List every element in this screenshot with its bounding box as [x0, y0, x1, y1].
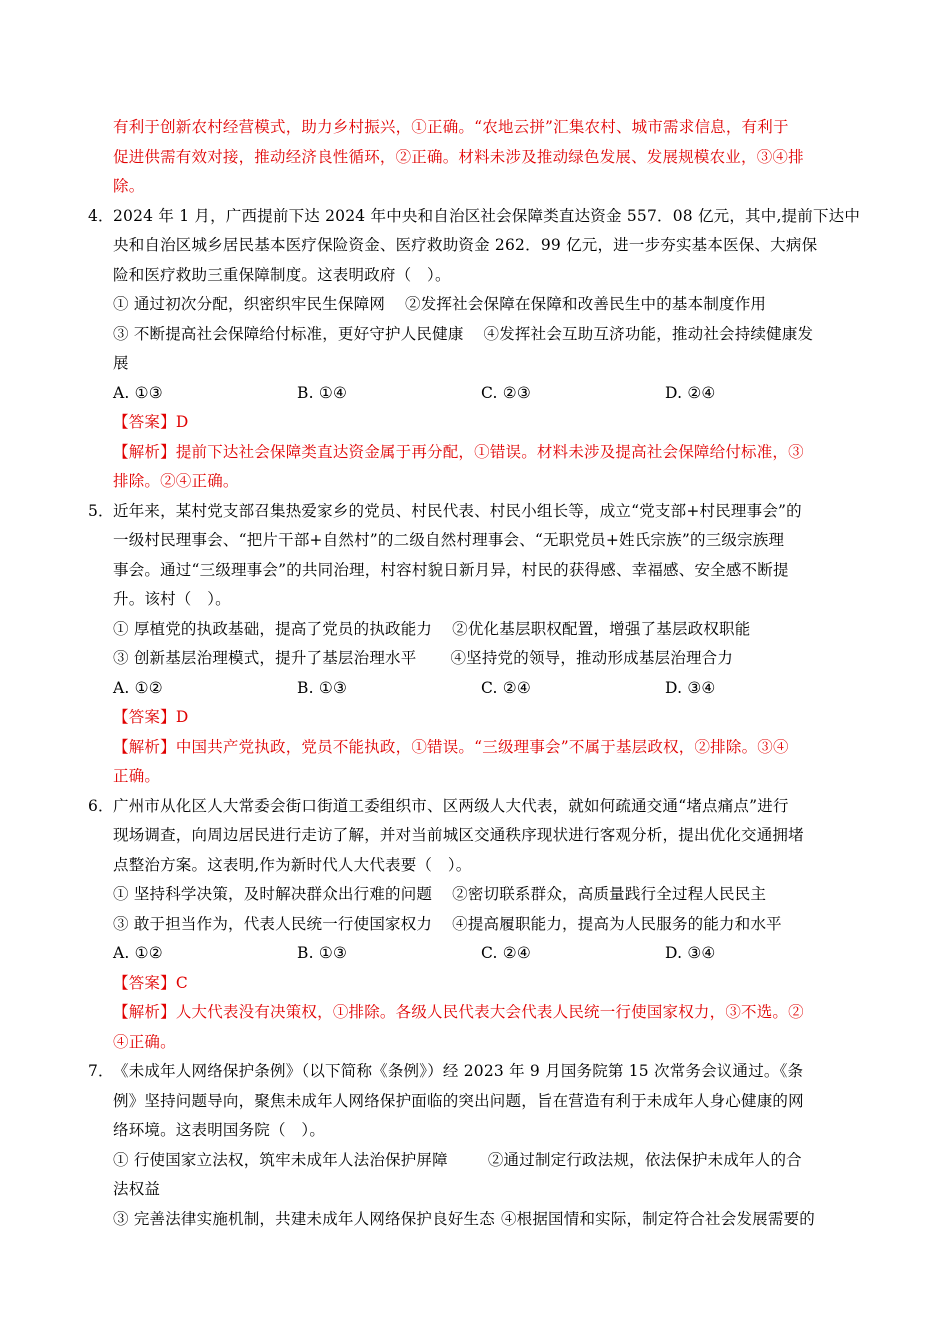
option-line [88, 290, 863, 320]
explanation-line: 促进供需有效对接，推动经济良性循环，②正确。材料未涉及推动绿色发展、发展规模农业，③④排 [113, 147, 804, 166]
choice-c[interactable]: C. ②③ [481, 383, 531, 402]
question-stem-line: 广州市从化区人大常委会街口街道工委组织市、区两级人大代表，就如何疏通交通“堵点痛点”进行 [113, 796, 789, 815]
option-2: ②密切联系群众，高质量践行全过程人民民主 [452, 885, 767, 903]
answer-label: 【答案】 [113, 973, 176, 992]
answer-value: C [175, 973, 188, 992]
question-stem-line: 2024 年 1 月，广西提前下达 2024 年中央和自治区社会保障类直达资金 557．08 亿元，其中,提前下达中 [113, 206, 861, 225]
answer-label: 【答案】 [113, 413, 176, 431]
answer-choices [88, 939, 863, 969]
option-line: 展 [113, 354, 129, 372]
option-line [88, 1146, 863, 1176]
question-stem-line: 《未成年人网络保护条例》（以下简称《条例》）经 2023 年 9 月国务院第 15 次常务会议通过。《条 [113, 1062, 804, 1080]
option-line [88, 1205, 863, 1235]
explanation-line: 正确。 [113, 767, 161, 785]
explanation-line [88, 733, 863, 763]
answer-label: 【答案】 [113, 708, 176, 726]
option-3: ③ 敢于担当作为，代表人民统一行使国家权力 [113, 914, 433, 933]
question-number: 5． [88, 501, 114, 520]
option-3: ③ 完善法律实施机制，共建未成年人网络保护良好生态 [113, 1209, 495, 1228]
option-4: ④发挥社会互助互济功能，推动社会持续健康发 [483, 324, 814, 343]
choice-b[interactable]: B. ①③ [297, 678, 348, 697]
explanation-line [88, 438, 863, 468]
answer-line [88, 408, 863, 438]
choice-d[interactable]: D. ②④ [665, 383, 716, 402]
question-stem-line: 现场调查，向周边居民进行走访了解，并对当前城区交通秩序现状进行客观分析，提出优化交通拥堵 [113, 826, 804, 844]
question-stem-line: 央和自治区城乡居民基本医疗保险资金、医疗救助资金 262．99 亿元，进一步夯实基本医保、大病保 [113, 236, 818, 254]
option-2: ②发挥社会保障在保障和改善民生中的基本制度作用 [405, 295, 767, 313]
explanation-line: 排除。②④正确。 [113, 472, 239, 490]
answer-choices [88, 379, 863, 409]
choice-a[interactable]: A. ①③ [113, 383, 163, 402]
choice-b[interactable]: B. ①③ [297, 944, 348, 962]
choice-b[interactable]: B. ①④ [297, 383, 348, 402]
explanation-line [88, 998, 863, 1028]
question-stem-line: 络环境。这表明国务院（ ）。 [113, 1121, 326, 1139]
option-4: ④坚持党的领导，推动形成基层治理合力 [450, 649, 734, 667]
choice-c[interactable]: C. ②④ [481, 944, 531, 962]
question-stem-line: 近年来，某村党支部召集热爱家乡的党员、村民代表、村民小组长等，成立“党支部+村民理事会”的 [113, 501, 802, 520]
option-line [88, 880, 863, 910]
explanation-line: 除。 [113, 177, 145, 195]
answer-line [88, 969, 863, 999]
option-1: ① 坚持科学决策，及时解决群众出行难的问题 [113, 885, 433, 903]
explanation-label: 【解析】 [113, 737, 176, 756]
option-line [88, 644, 863, 674]
choice-a[interactable]: A. ①② [113, 678, 163, 697]
question-stem-line: 升。该村（ ）。 [113, 590, 231, 608]
choice-c[interactable]: C. ②④ [481, 678, 531, 697]
question-number: 4． [88, 206, 114, 225]
question-5 [88, 497, 863, 792]
choice-d[interactable]: D. ③④ [665, 944, 716, 962]
explanation-label: 【解析】 [113, 1003, 176, 1021]
option-line: 法权益 [113, 1180, 161, 1198]
previous-explanation [88, 113, 863, 202]
explanation-text: 中国共产党执政，党员不能执政，①错误。“三级理事会”不属于基层政权，②排除。③④ [175, 737, 789, 756]
option-4: ④根据国情和实际，制定符合社会发展需要的 [500, 1209, 815, 1228]
question-number: 7． [88, 1062, 114, 1080]
question-4 [88, 202, 863, 497]
question-stem-line: 险和医疗救助三重保障制度。这表明政府（ ）。 [113, 265, 451, 284]
question-7 [88, 1057, 863, 1234]
explanation-line: ④正确。 [113, 1032, 176, 1051]
question-content [88, 113, 863, 1234]
option-line [88, 615, 863, 645]
choice-d[interactable]: D. ③④ [665, 678, 716, 697]
option-3: ③ 不断提高社会保障给付标准，更好守护人民健康 [113, 324, 464, 343]
explanation-label: 【解析】 [113, 442, 176, 461]
question-6 [88, 792, 863, 1058]
choice-a[interactable]: A. ①② [113, 944, 163, 962]
answer-choices [88, 674, 863, 704]
option-line [88, 320, 863, 350]
option-1: ① 厚植党的执政基础，提高了党员的执政能力 [113, 619, 433, 638]
option-3: ③ 创新基层治理模式，提升了基层治理水平 [113, 649, 417, 667]
answer-value: D [175, 708, 189, 726]
explanation-text: 人大代表没有决策权，①排除。各级人民代表大会代表人民统一行使国家权力，③不选。② [175, 1003, 804, 1021]
question-stem-line: 一级村民理事会、“把片干部+自然村”的二级自然村理事会、“无职党员+姓氏宗族”的三级宗族理 [113, 531, 785, 549]
option-4: ④提高履职能力，提高为人民服务的能力和水平 [452, 914, 782, 933]
question-stem-line: 事会。通过“三级理事会”的共同治理，村容村貌日新月异，村民的获得感、幸福感、安全感不断提 [113, 560, 789, 579]
answer-value: D [175, 413, 189, 431]
question-stem-line: 例》坚持问题导向，聚焦未成年人网络保护面临的突出问题，旨在营造有利于未成年人身心健康的网 [113, 1091, 804, 1110]
option-1: ① 通过初次分配，织密织牢民生保障网 [113, 295, 386, 313]
question-stem-line: 点整治方案。这表明,作为新时代人大代表要（ ）。 [113, 855, 472, 874]
option-2: ②通过制定行政法规，依法保护未成年人的合 [487, 1150, 802, 1169]
answer-line [88, 703, 863, 733]
explanation-line: 有利于创新农村经营模式，助力乡村振兴，①正确。“农地云拼”汇集农村、城市需求信息，有利于 [113, 118, 789, 136]
explanation-text: 提前下达社会保障类直达资金属于再分配，①错误。材料未涉及提高社会保障给付标准，③ [175, 442, 804, 461]
question-number: 6． [88, 796, 114, 815]
option-2: ②优化基层职权配置，增强了基层政权职能 [452, 619, 751, 638]
option-line [88, 910, 863, 940]
option-1: ① 行使国家立法权，筑牢未成年人法治保护屏障 [113, 1150, 448, 1169]
